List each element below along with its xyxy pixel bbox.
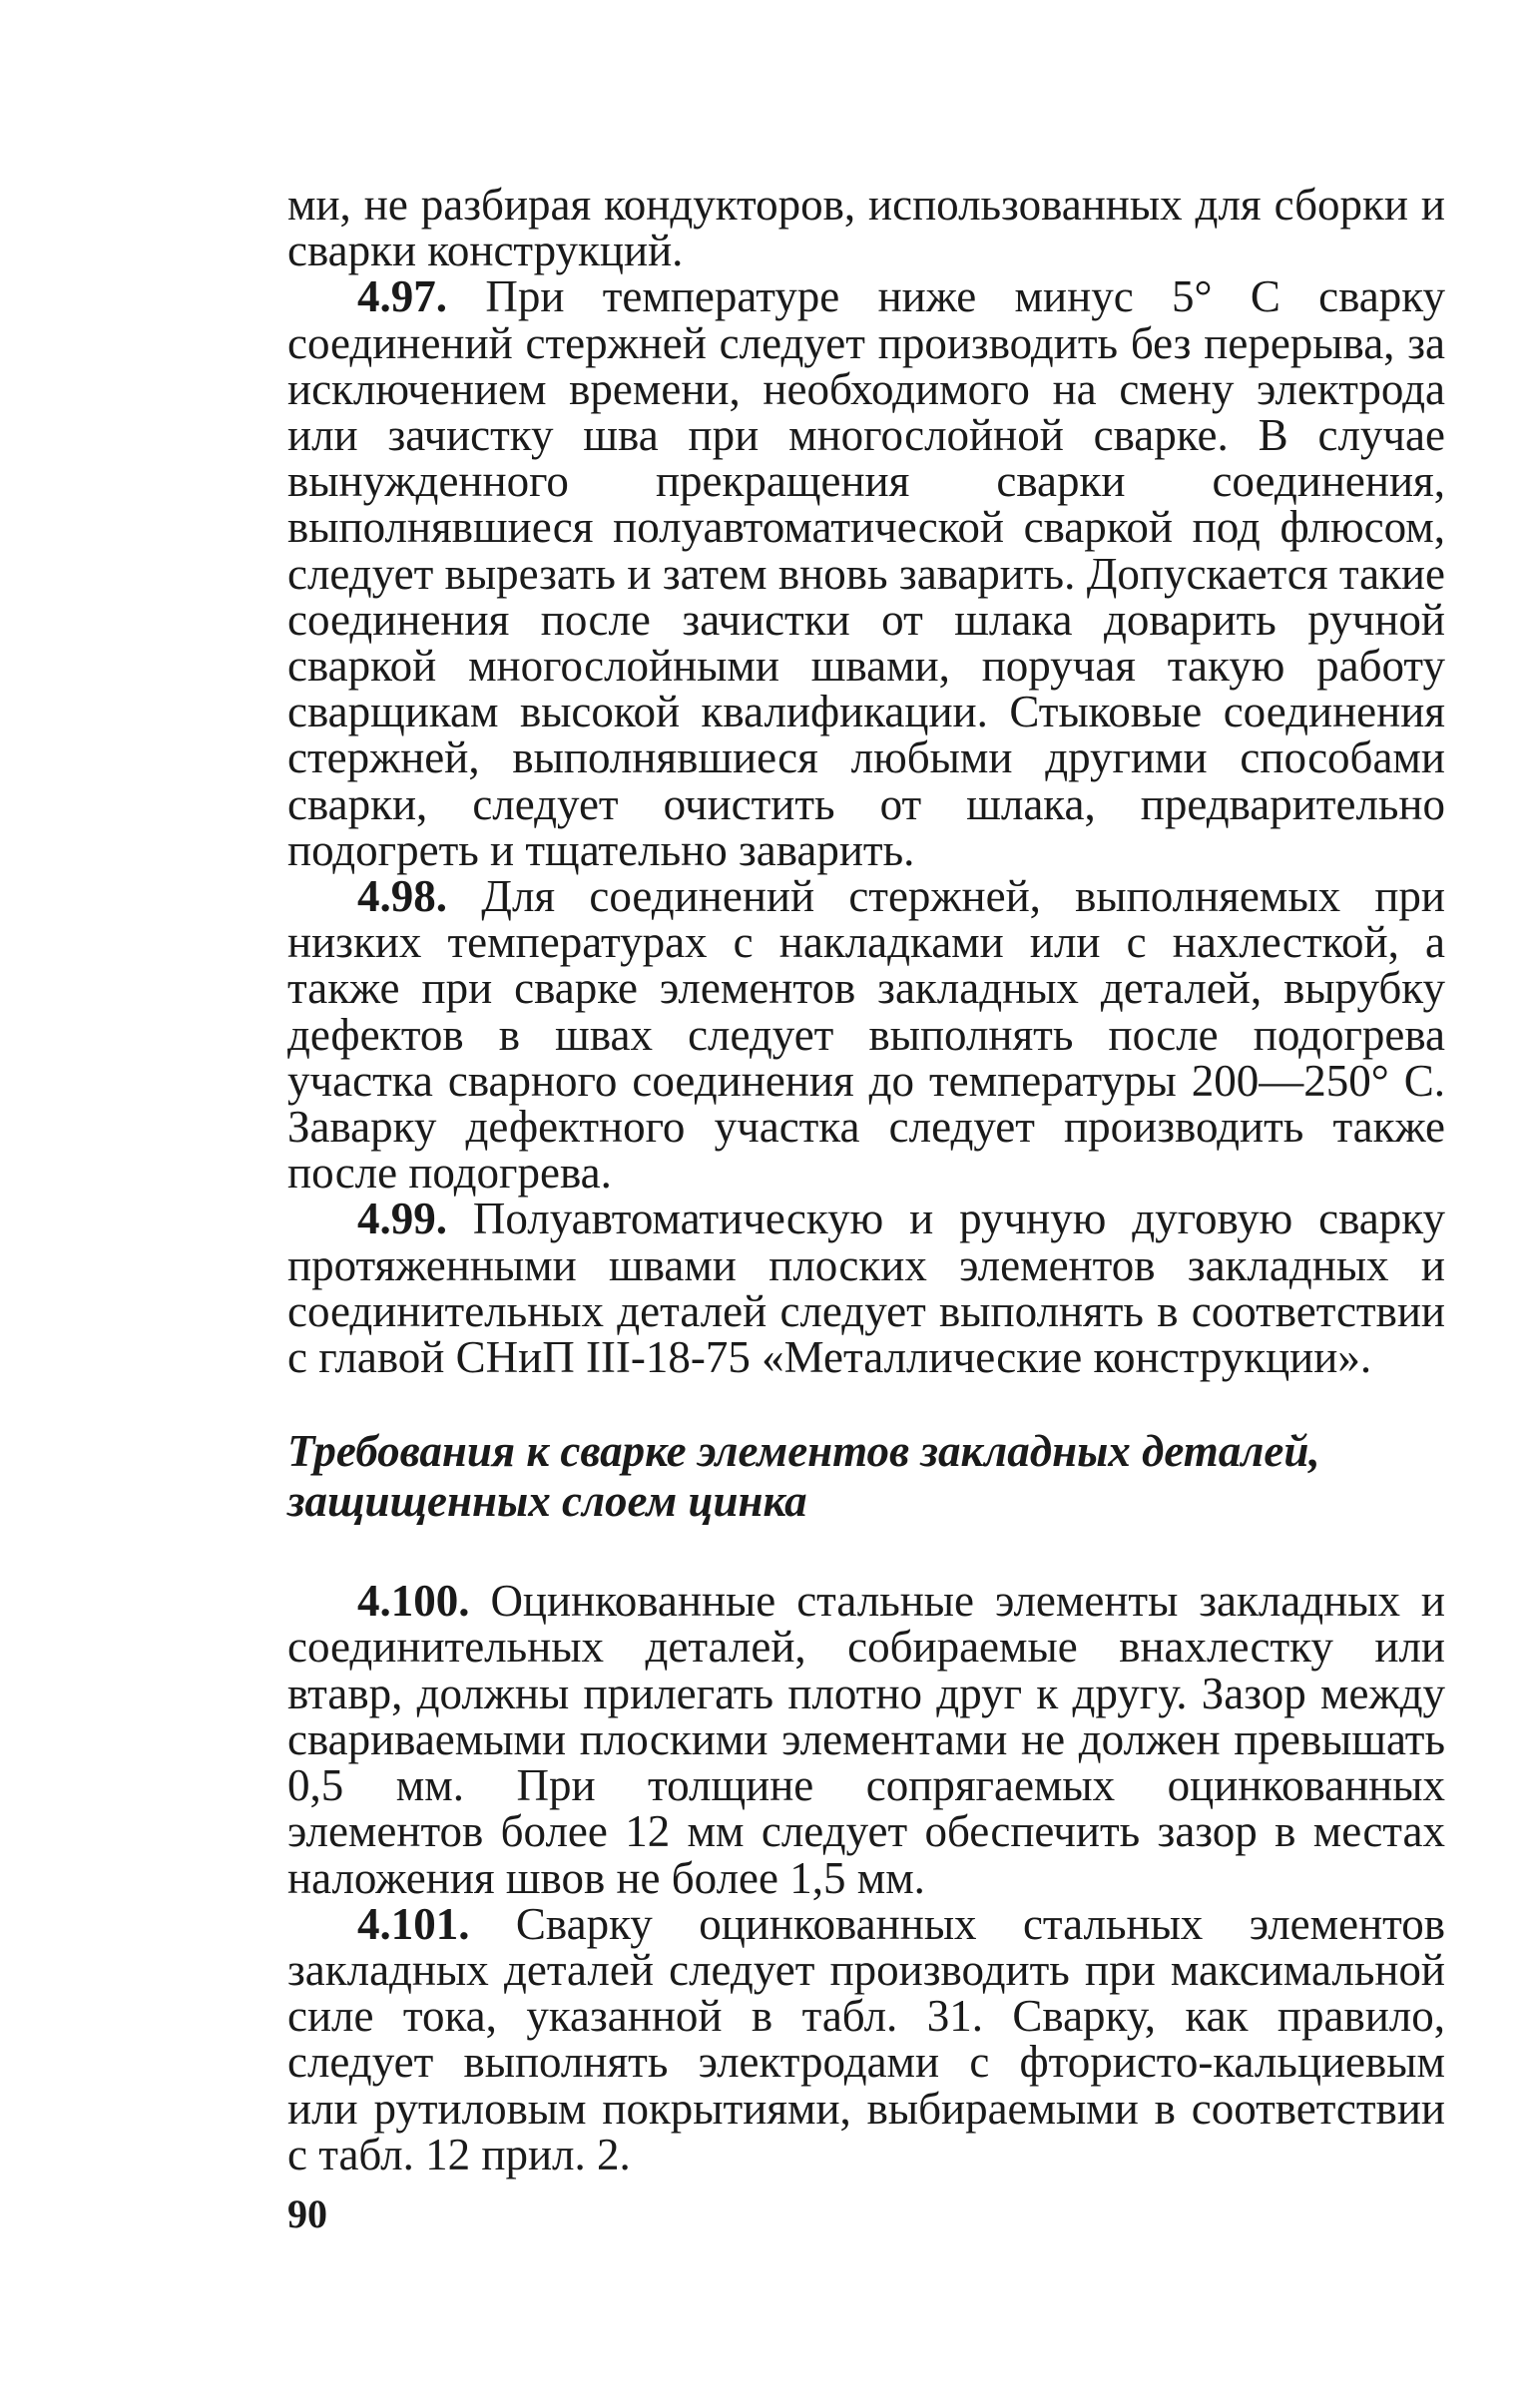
document-page bbox=[287, 182, 1445, 2177]
paragraph-4-98 bbox=[287, 871, 1445, 1199]
paragraph-text: При температуре ниже минус 5° С сварку соединений стержней следует производить без перерыва, за исключением времени, необходимого на смену электрода или зачистку шва при многослойной сварке. В случае вынужденного прекращения сварки соединения, выполнявшиеся полуавтоматической сваркой под флюсом, следует вырезать и затем вновь заварить. Допускается такие соединения после зачистки от шлака доварить ручной сваркой многослойными швами, поручая такую работу сварщикам высокой квалификации. Стыковые соединения стержней, выполнявшиеся любыми другими способами сварки, следует очистить от шлака, предварительно подогреть и тщательно заварить. bbox=[287, 271, 1445, 875]
paragraph-4-97 bbox=[287, 273, 1445, 873]
paragraph-number: 4.101. bbox=[357, 1898, 470, 1949]
continuation-paragraph bbox=[287, 180, 1445, 276]
paragraph-number: 4.99. bbox=[357, 1194, 447, 1244]
paragraph-4-99 bbox=[287, 1194, 1445, 1383]
paragraph-number: 4.97. bbox=[357, 271, 447, 322]
paragraph-number: 4.100. bbox=[357, 1576, 470, 1627]
paragraph-4-101 bbox=[287, 1898, 1446, 2179]
section-heading: Требования к сварке элементов закладных деталей, защищенных слоем цинка bbox=[287, 1426, 1320, 1527]
paragraph-text: Для соединений стержней, выполняемых при низких температурах с накладками или с нахлесткой, а также при сварке элементов закладных деталей, вырубку дефектов в швах следует выполнять после подогрева участка сварного соединения до температуры 200—250° С. Заварку дефектного участка следует производить также после подогрева. bbox=[287, 871, 1445, 1199]
paragraph-number: 4.98. bbox=[357, 871, 447, 922]
paragraph-text: Оцинкованные стальные элементы закладных и соединительных деталей, собираемые внахлестку или втавр, должны прилегать плотно друг к другу. Зазор между свариваемыми плоскими элементами не должен превышать 0,5 мм. При толщине сопрягаемых оцинкованных элементов более 12 мм следует обеспечить зазор в местах наложения швов не более 1,5 мм. bbox=[287, 1576, 1446, 1903]
page-number: 90 bbox=[287, 2191, 327, 2236]
paragraph-text: Сварку оцинкованных стальных элементов закладных деталей следует производить при максимальной силе тока, указанной в табл. 31. Сварку, как правило, следует выполнять электродами с фтористо-кальциевым или рутиловым покрытиями, выбираемыми в соответствии с табл. 12 прил. 2. bbox=[287, 1898, 1446, 2179]
paragraph-text: ми, не разбирая кондукторов, использованных для сборки и сварки конструкций. bbox=[287, 180, 1445, 276]
paragraph-4-100 bbox=[287, 1576, 1446, 1903]
paragraph-text: Полуавтоматическую и ручную дуговую сварку протяженными швами плоских элементов закладных и соединительных деталей следует выполнять в соответствии с главой СНиП III-18-75 «Металлические конструкции». bbox=[287, 1194, 1445, 1383]
